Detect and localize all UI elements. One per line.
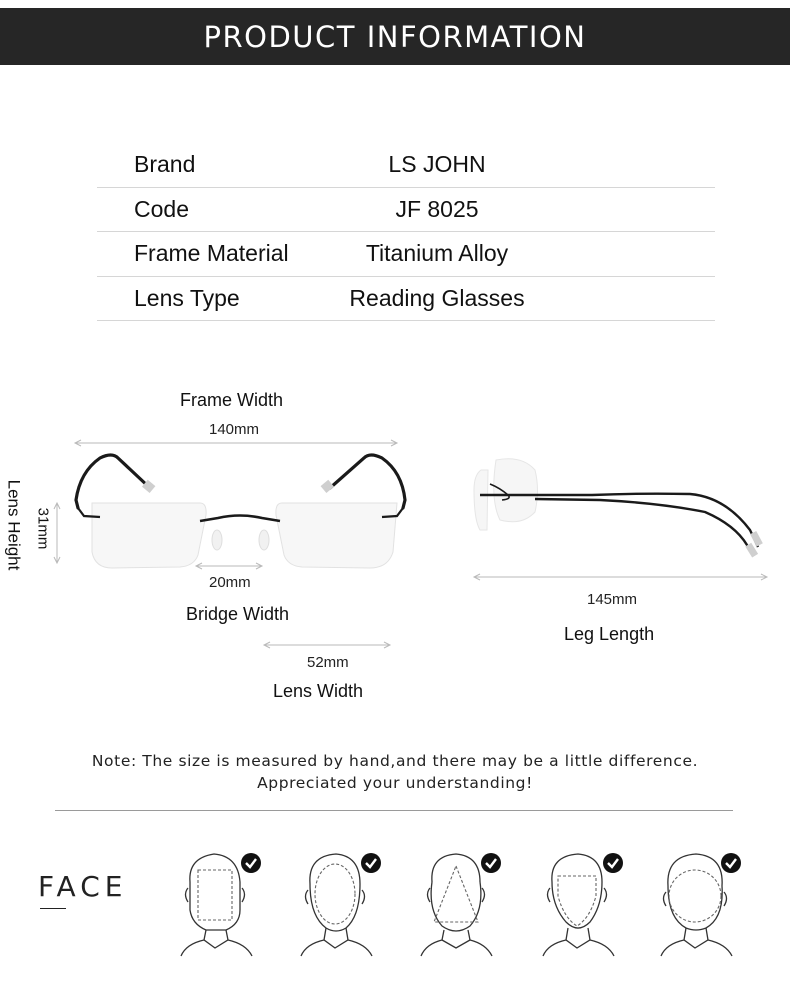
- face-shape-triangle: [416, 848, 516, 958]
- face-shape-round: [656, 848, 756, 958]
- spec-value: Titanium Alloy: [365, 240, 509, 266]
- check-icon: [480, 852, 502, 874]
- spec-label: Frame Material: [134, 240, 289, 266]
- lens-width-label: Lens Width: [273, 681, 364, 701]
- frame-width-arrow: [75, 440, 397, 446]
- face-title: FACE: [38, 870, 128, 903]
- frame-width-value: 140mm: [209, 421, 260, 438]
- spec-value: Reading Glasses: [349, 284, 525, 311]
- page-title: PRODUCT INFORMATION: [203, 19, 587, 54]
- spec-value: JF 8025: [395, 195, 479, 222]
- spec-value: LS JOHN: [388, 151, 486, 177]
- spec-label: Code: [134, 195, 189, 222]
- leg-length-label: Leg Length: [564, 624, 655, 644]
- check-icon: [602, 852, 624, 874]
- bridge-width-value: 20mm: [209, 574, 251, 591]
- face-shape-heart: [538, 848, 638, 958]
- note-line-2: Appreciated your understanding!: [257, 774, 533, 792]
- face-shape-oval: [296, 848, 396, 958]
- check-icon: [720, 852, 742, 874]
- check-icon: [360, 852, 382, 874]
- spec-label: Lens Type: [134, 284, 240, 311]
- glasses-side-illustration: [474, 459, 763, 558]
- leg-length-arrow: [474, 574, 767, 580]
- lens-width-value: 52mm: [307, 654, 349, 671]
- leg-length-value: 145mm: [587, 591, 638, 608]
- bridge-width-label: Bridge Width: [186, 604, 290, 624]
- section-divider: [55, 810, 733, 811]
- lens-height-label: Lens Height: [4, 479, 24, 571]
- spec-label: Brand: [134, 151, 196, 177]
- lens-width-arrow: [264, 642, 390, 648]
- face-title-underline: [40, 908, 66, 909]
- check-icon: [240, 852, 262, 874]
- lens-height-arrow: [54, 503, 60, 563]
- note-line-1: Note: The size is measured by hand,and there may be a little difference.: [91, 752, 699, 770]
- bridge-width-arrow: [196, 563, 262, 569]
- frame-width-label: Frame Width: [180, 390, 284, 410]
- lens-height-value: 31mm: [34, 507, 52, 550]
- face-shape-rectangle: [176, 848, 276, 958]
